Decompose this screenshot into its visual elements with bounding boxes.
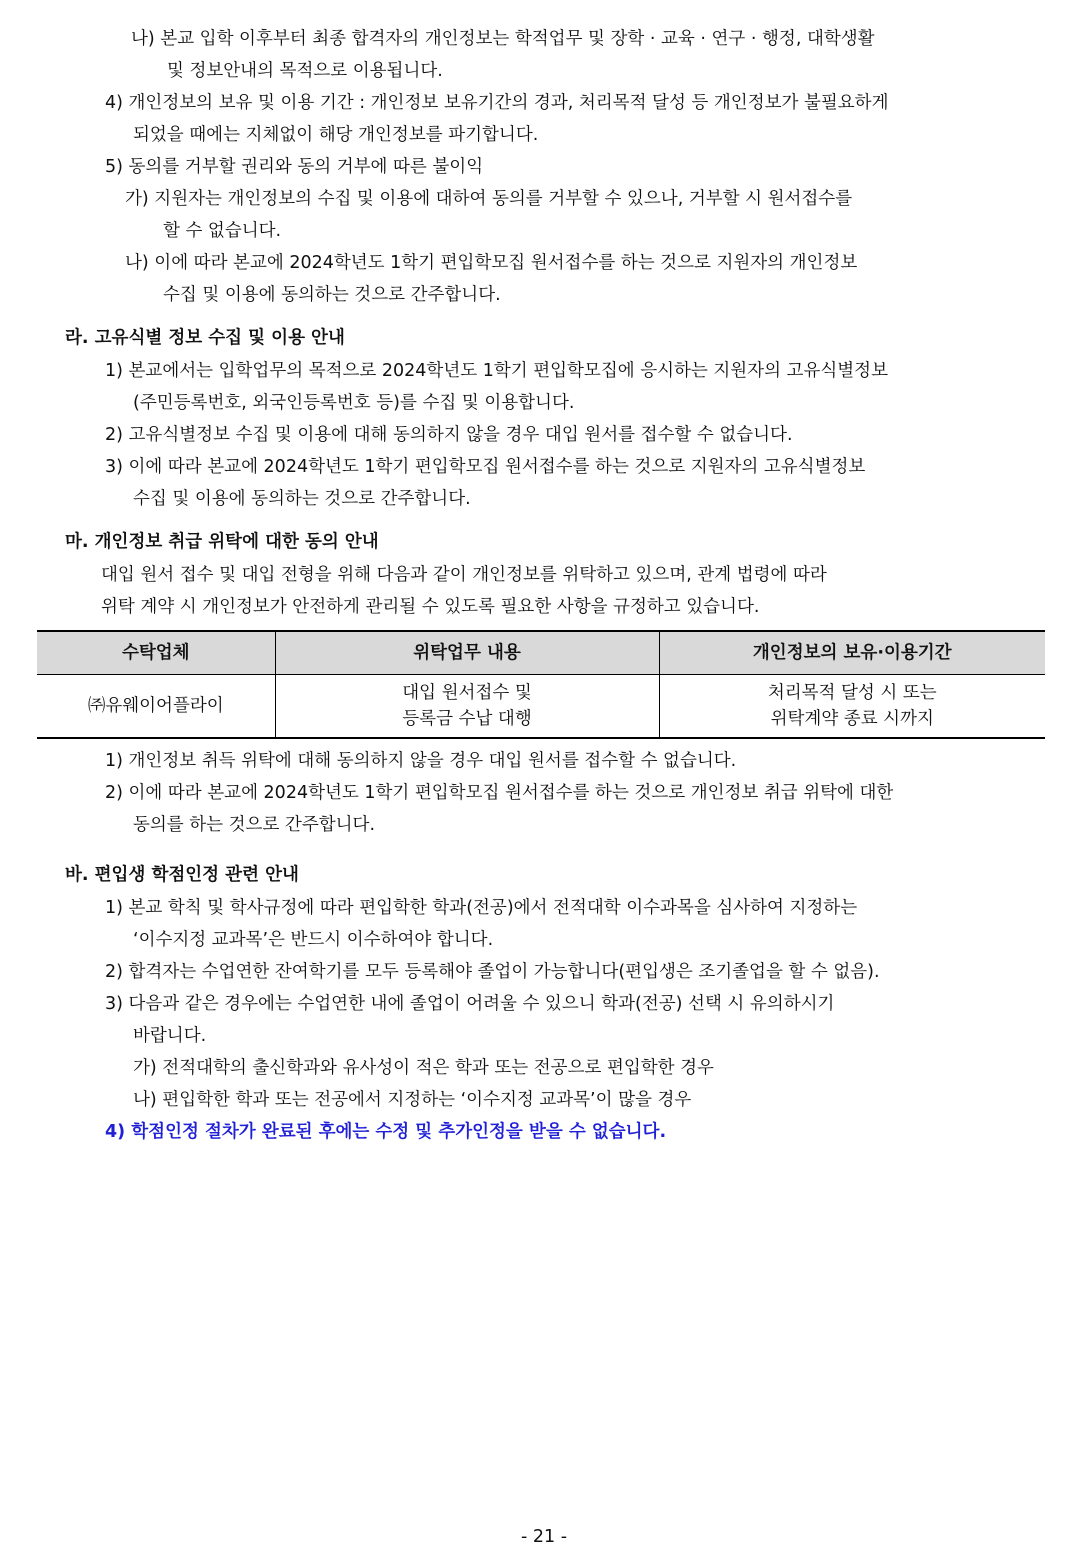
section-heading-ra: 라. 고유식별 정보 수집 및 이용 안내 <box>65 328 345 348</box>
text-line: 위탁 계약 시 개인정보가 안전하게 관리될 수 있도록 필요한 사항을 규정하고 있습니다. <box>101 597 760 617</box>
table-header-row <box>37 631 1045 675</box>
text-line: 가) 전적대학의 출신학과와 유사성이 적은 학과 또는 전공으로 편입학한 경우 <box>133 1058 714 1078</box>
cell-text: 처리목적 달성 시 또는 <box>767 683 937 703</box>
table-row <box>37 675 1045 739</box>
text-line: 2) 고유식별정보 수집 및 이용에 대해 동의하지 않을 경우 대입 원서를 접수할 수 없습니다. <box>105 425 793 445</box>
text-line: 되었을 때에는 지체없이 해당 개인정보를 파기합니다. <box>133 125 539 145</box>
header-task: 위탁업무 내용 <box>275 631 659 675</box>
text-line: 5) 동의를 거부할 권리와 동의 거부에 따른 불이익 <box>105 157 484 177</box>
text-line: (주민등록번호, 외국인등록번호 등)를 수집 및 이용합니다. <box>133 393 575 413</box>
text-line: 나) 이에 따라 본교에 2024학년도 1학기 편입학모집 원서접수를 하는 것으로 지원자의 개인정보 <box>125 253 858 273</box>
cell-company: ㈜유웨이어플라이 <box>37 675 275 739</box>
text-line: 3) 이에 따라 본교에 2024학년도 1학기 편입학모집 원서접수를 하는 것으로 지원자의 고유식별정보 <box>105 457 866 477</box>
section-heading-ba: 바. 편입생 학점인정 관련 안내 <box>65 865 299 885</box>
text-line: 1) 본교에서는 입학업무의 목적으로 2024학년도 1학기 편입학모집에 응시하는 지원자의 고유식별정보 <box>105 361 888 381</box>
cell-text: 대입 원서접수 및 <box>402 683 532 703</box>
page-number: - 21 - <box>520 1527 568 1547</box>
text-line: 동의를 하는 것으로 간주합니다. <box>133 815 376 835</box>
text-line: 수집 및 이용에 동의하는 것으로 간주합니다. <box>163 285 501 305</box>
text-line: 3) 다음과 같은 경우에는 수업연한 내에 졸업이 어려울 수 있으니 학과(전공) 선택 시 유의하시기 <box>105 994 835 1014</box>
text-line: 바랍니다. <box>133 1026 207 1046</box>
header-company: 수탁업체 <box>37 631 275 675</box>
header-period: 개인정보의 보유·이용기간 <box>659 631 1045 675</box>
entrustment-table <box>37 630 1045 739</box>
text-line: 4) 개인정보의 보유 및 이용 기간 : 개인정보 보유기간의 경과, 처리목적 달성 등 개인정보가 불필요하게 <box>105 93 889 113</box>
text-line: 대입 원서 접수 및 대입 전형을 위해 다음과 같이 개인정보를 위탁하고 있으며, 관계 법령에 따라 <box>101 565 827 585</box>
text-line: 1) 본교 학칙 및 학사규정에 따라 편입학한 학과(전공)에서 전적대학 이수과목을 심사하여 지정하는 <box>105 898 858 918</box>
cell-task <box>275 675 659 739</box>
text-line: 나) 본교 입학 이후부터 최종 합격자의 개인정보는 학적업무 및 장학 · 교육 · 연구 · 행정, 대학생활 <box>131 29 875 49</box>
cell-text: 등록금 수납 대행 <box>402 709 532 729</box>
highlighted-notice: 4) 학점인정 절차가 완료된 후에는 수정 및 추가인정을 받을 수 없습니다. <box>105 1122 667 1142</box>
text-line: 가) 지원자는 개인정보의 수집 및 이용에 대하여 동의를 거부할 수 있으나, 거부할 시 원서접수를 <box>125 189 853 209</box>
text-line: 1) 개인정보 취득 위탁에 대해 동의하지 않을 경우 대입 원서를 접수할 수 없습니다. <box>105 751 737 771</box>
text-line: 2) 이에 따라 본교에 2024학년도 1학기 편입학모집 원서접수를 하는 것으로 개인정보 취급 위탁에 대한 <box>105 783 894 803</box>
cell-period <box>659 675 1045 739</box>
cell-text: 위탁계약 종료 시까지 <box>770 709 934 729</box>
text-line: 2) 합격자는 수업연한 잔여학기를 모두 등록해야 졸업이 가능합니다(편입생은 조기졸업을 할 수 없음). <box>105 962 880 982</box>
text-line: 수집 및 이용에 동의하는 것으로 간주합니다. <box>133 489 471 509</box>
section-heading-ma: 마. 개인정보 취급 위탁에 대한 동의 안내 <box>65 532 379 552</box>
text-line: ‘이수지정 교과목’은 반드시 이수하여야 합니다. <box>133 930 494 950</box>
text-line: 할 수 없습니다. <box>163 221 282 241</box>
text-line: 나) 편입학한 학과 또는 전공에서 지정하는 ‘이수지정 교과목’이 많을 경우 <box>133 1090 692 1110</box>
text-line: 및 정보안내의 목적으로 이용됩니다. <box>167 61 443 81</box>
